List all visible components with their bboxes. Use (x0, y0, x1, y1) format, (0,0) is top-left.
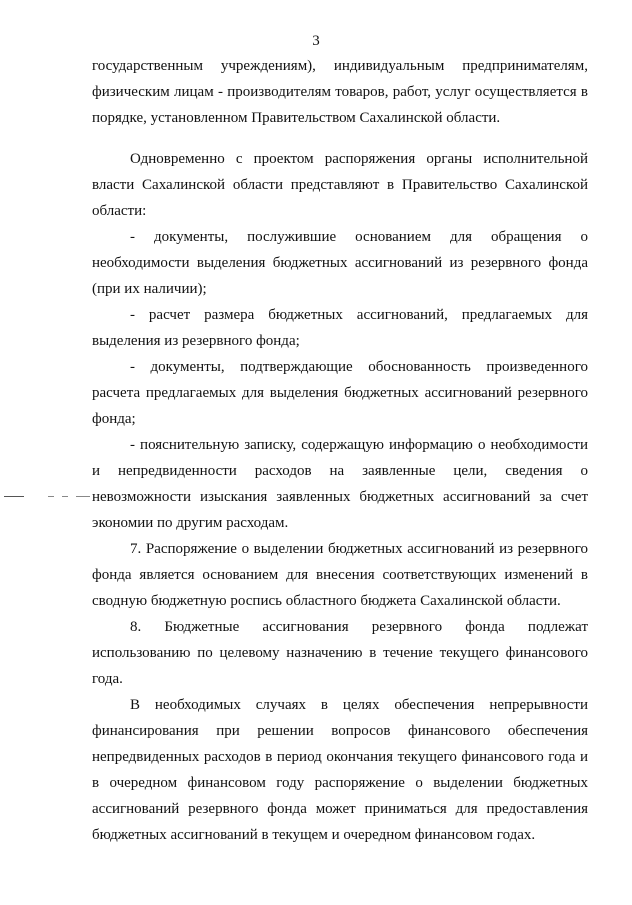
text-line: порядке, установленном Правительством Сахалинской области. (92, 110, 501, 126)
paragraph-first-line: В необходимых случаях в целях обеспечения непрерывности (130, 697, 588, 713)
text-line: года. (92, 671, 123, 687)
text-line: бюджетных ассигнований в текущем и очередном финансовом годах. (92, 827, 536, 843)
text-line: сводную бюджетную роспись областного бюджета Сахалинской области. (92, 593, 561, 609)
scan-mark (48, 496, 54, 497)
text-line: расчета предлагаемых для выделения бюджетных ассигнований резервного (92, 385, 588, 401)
paragraph-first-line: 8. Бюджетные ассигнования резервного фонда подлежат (130, 619, 588, 635)
text-line: использованию по целевому назначению в течение текущего финансового (92, 645, 588, 661)
text-line: фонда является основанием для внесения соответствующих изменений в (92, 567, 588, 583)
list-item-line: - расчет размера бюджетных ассигнований, предлагаемых для (130, 307, 588, 323)
text-line: экономии по другим расходам. (92, 515, 289, 531)
text-line: финансирования при решении вопросов финансового обеспечения (92, 723, 588, 739)
text-line: физическим лицам - производителям товаров, работ, услуг осуществляется в (92, 84, 588, 100)
text-line: непредвиденных расходов в период окончания текущего финансового года и (92, 749, 588, 765)
text-line: государственным учреждениям), индивидуальным предпринимателям, (92, 58, 588, 74)
scan-mark (4, 496, 24, 497)
text-line: выделения из резервного фонда; (92, 333, 300, 349)
text-line: невозможности изыскания заявленных бюджетных ассигнований за счет (92, 489, 588, 505)
list-item-line: - документы, послужившие основанием для обращения о (130, 229, 588, 245)
text-line: области: (92, 203, 147, 219)
text-line: необходимости выделения бюджетных ассигнований из резервного фонда (92, 255, 588, 271)
list-item-line: - пояснительную записку, содержащую информацию о необходимости (130, 437, 588, 453)
scan-mark (62, 496, 68, 497)
list-item-line: - документы, подтверждающие обоснованность произведенного (130, 359, 588, 375)
text-line: в очередном финансовом году распоряжение о выделении бюджетных (92, 775, 588, 791)
paragraph-first-line: Одновременно с проектом распоряжения органы исполнительной (130, 151, 588, 167)
text-line: фонда; (92, 411, 136, 427)
paragraph-first-line: 7. Распоряжение о выделении бюджетных ассигнований из резервного (130, 541, 588, 557)
text-line: и непредвиденности расходов на заявленные цели, сведения о (92, 463, 588, 479)
text-line: (при их наличии); (92, 281, 207, 297)
page-number: 3 (312, 33, 320, 49)
text-line: ассигнований резервного фонда может приниматься для предоставления (92, 801, 588, 817)
text-line: власти Сахалинской области представляют в Правительство Сахалинской (92, 177, 588, 193)
scan-mark (76, 496, 90, 497)
